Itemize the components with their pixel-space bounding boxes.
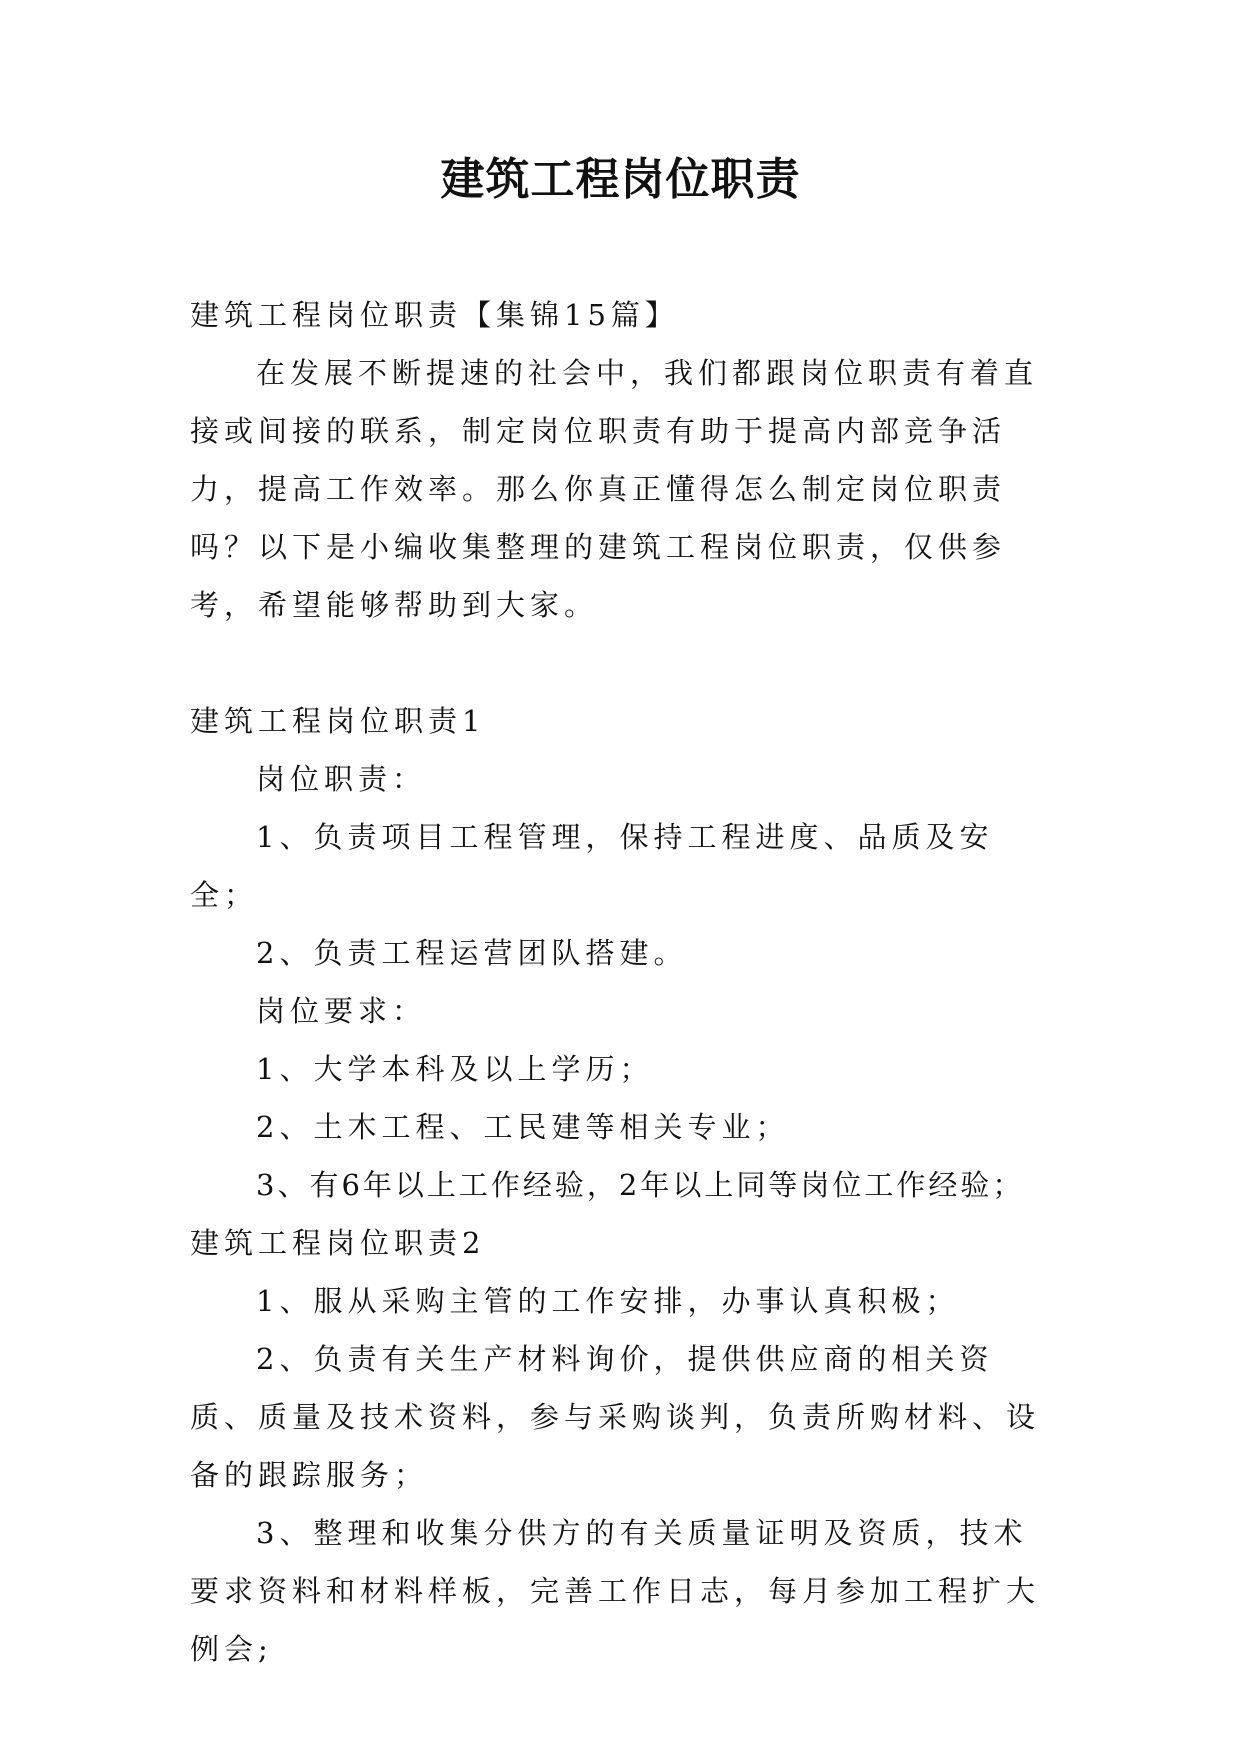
intro-paragraph: 在发展不断提速的社会中，我们都跟岗位职责有着直接或间接的联系，制定岗位职责有助于提高内部竞争活力，提高工作效率。那么你真正懂得怎么制定岗位职责吗？以下是小编收集整理的建筑工程岗位职责，仅供参考，希望能够帮助到大家。	[190, 356, 1039, 622]
section-2-heading: 建筑工程岗位职责2	[190, 1226, 486, 1260]
document-body	[190, 286, 1060, 1678]
requirement-item-1: 1、大学本科及以上学历；	[256, 1052, 654, 1086]
duty-item-1: 1、负责项目工程管理，保持工程进度、品质及安全；	[190, 820, 994, 912]
document-title: 建筑工程岗位职责	[440, 154, 801, 205]
section-2-item-2: 2、负责有关生产材料询价，提供供应商的相关资质、质量及技术资料，参与采购谈判，负责所购材料、设备的跟踪服务；	[190, 1342, 1041, 1492]
paragraph-gap	[190, 634, 1060, 692]
section-2-item-1: 1、服从采购主管的工作安排，办事认真积极；	[256, 1284, 960, 1318]
duties-label: 岗位职责：	[256, 762, 427, 796]
section-2-item-3: 3、整理和收集分供方的有关质量证明及资质，技术要求资料和材料样板，完善工作日志，每月参加工程扩大例会;	[190, 1516, 1041, 1666]
requirement-item-3: 3、有6年以上工作经验，2年以上同等岗位工作经验；	[256, 1168, 1025, 1202]
requirement-item-2: 2、土木工程、工民建等相关专业；	[256, 1110, 790, 1144]
requirements-label: 岗位要求：	[256, 994, 427, 1028]
section-1-heading: 建筑工程岗位职责1	[190, 704, 486, 738]
document-subtitle: 建筑工程岗位职责【集锦15篇】	[190, 298, 679, 332]
duty-item-2: 2、负责工程运营团队搭建。	[256, 936, 688, 970]
